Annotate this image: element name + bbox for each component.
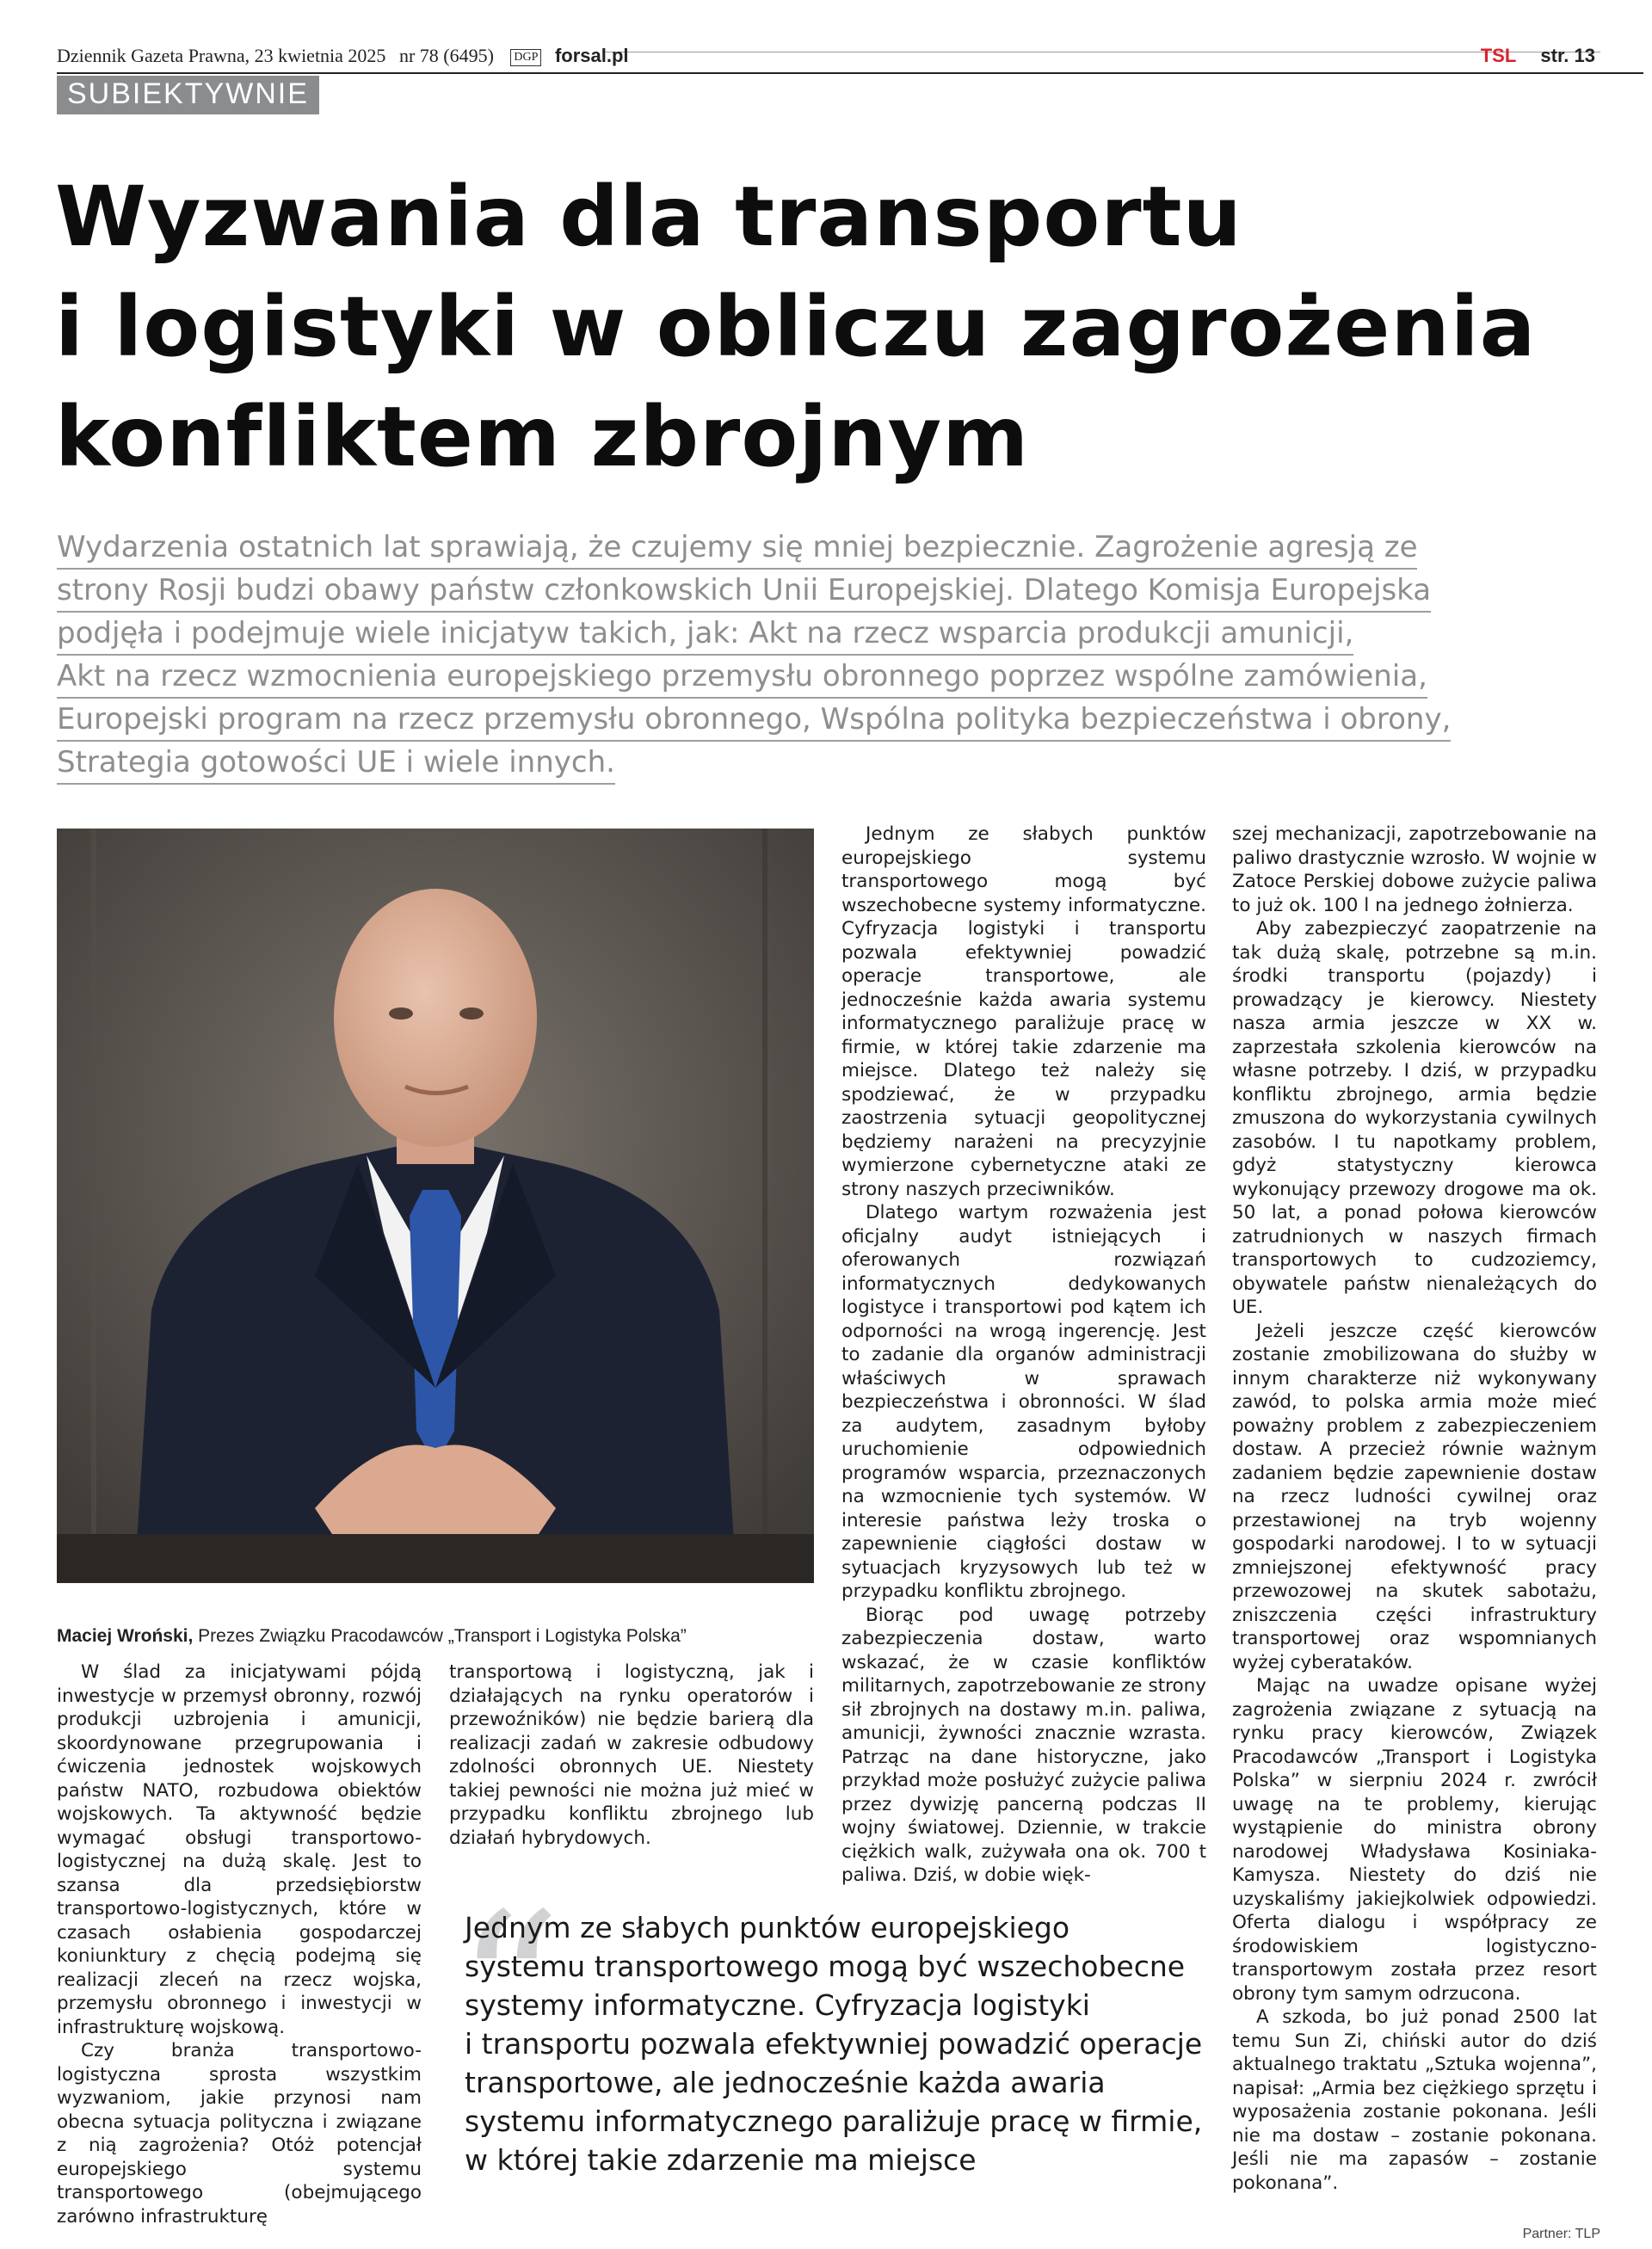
article-column-2: [449, 1661, 814, 1850]
title-line: Wyzwania dla transportu: [55, 169, 1242, 265]
paper-name: Dziennik Gazeta Prawna, 23 kwietnia 2025: [57, 45, 386, 66]
article-lead: [57, 527, 1597, 785]
paragraph: Aby zabezpieczyć zaopatrzenie na tak dużą skalę, potrzebne są m.in. środki transportu (pojazdy) i prowadzący je kierowcy. Niestety nasza armia jeszcze w XX w. zaprzestała szkolenia kierowców na własne potrzeby. I dziś, w przypadku konfliktu zbrojnego, armia będzie zmuszona do wykorzystania cywilnych zasobów. I tu napotkamy problem, gdyż statystyczny kierowca wykonujący przewozy drogowe ma ok. 50 lat, a ponad połowa kierowców zatrudnionych w naszych firmach transportowych to cudzoziemcy, obywatele państw nienależących do UE.: [1232, 918, 1597, 1318]
paragraph: Biorąc pod uwagę potrzeby zabezpieczenia dostaw, warto wskazać, że w czasie konfliktów militarnych, zapotrzebowanie ze strony sił zbrojnych na dostawy m.in. paliwa, amunicji, żywności znacznie wzrasta. Patrząc na dane historyczne, jako przykład może posłużyć zużycie paliwa przez dywizję pancerną podczas II wojny światowej. Dziennie, w trakcie ciężkich walk, zużywała ona ok. 700 t paliwa. Dziś, w dobie więk-: [841, 1604, 1206, 1886]
paragraph: Mając na uwadze opisane wyżej zagrożenia związane z sytuacją na rynku pracy kierowców, Związek Pracodawców „Transport i Logistyka Polska” w sierpniu 2024 r. zwrócił uwagę na te problemy, kierując wystąpienie do ministra obrony narodowej Władysława Kosiniaka-Kamysza. Niestety do dziś nie uzyskaliśmy jakiejkolwiek odpowiedzi. Oferta dialogu i współpracy ze środowiskiem logistyczno-transportowym została przez resort obrony tym samym odrzucona.: [1232, 1675, 1597, 2005]
partner-credit: Partner: TLP: [1522, 2227, 1600, 2241]
quote-line: systemu transportowego mogą być wszechobecne: [465, 1950, 1186, 1983]
lead-line: Strategia gotowości UE i wiele innych.: [57, 742, 615, 785]
title-line: konfliktem zbrojnym: [55, 389, 1030, 485]
caption-role: Prezes Związku Pracodawców „Transport i Logistyka Polska”: [193, 1626, 687, 1646]
section-label: TSL: [1480, 45, 1517, 66]
article-title: [55, 162, 1604, 492]
article-column-1: [57, 1661, 422, 2228]
header-right: [1481, 45, 1595, 67]
quote-line: Jednym ze słabych punktów europejskiego: [465, 1911, 1070, 1944]
paragraph: Jeżeli jeszcze część kierowców zostanie zmobilizowana do służby w innym charakterze niż wykonywany zawód, to polska armia może mieć poważny problem z zabezpieczeniem dostaw. A przecież równie ważnym zadaniem będzie zapewnienie dostaw na rzecz ludności cywilnej oraz przestawionej na tryb wojenny gospodarki narodowej. I to w sytuacji zmniejszonej efektywność pracy przewozowej na skutek sabotażu, zniszczenia części infrastruktury transportowej oraz wspomnianych wyżej cyberataków.: [1232, 1320, 1597, 1673]
title-line: i logistyki w obliczu zagrożenia: [55, 279, 1537, 375]
article-column-4: [1232, 823, 1597, 2195]
quote-line: w której takie zdarzenie ma miejsce: [465, 2143, 977, 2177]
portrait-photo: [57, 829, 814, 1583]
photo-caption: [57, 1626, 814, 1647]
pull-quote: [465, 1908, 1239, 2179]
site-name: forsal.pl: [554, 45, 629, 66]
paragraph: transportową i logistyczną, jak i działających na rynku operatorów i przewoźników) nie będzie barierą dla realizacji zadań w zakresie odbudowy zdolności obronnych UE. Niestety takiej pewności nie można już mieć w przypadku konfliktu zbrojnego lub działań hybrydowych.: [449, 1661, 814, 1849]
quote-line: i transportu pozwala efektywniej powadzić operacje: [465, 2027, 1203, 2061]
quote-line: transportowe, ale jednocześnie każda awaria: [465, 2066, 1106, 2099]
issue-number: nr 78 (6495): [398, 45, 494, 66]
caption-name: Maciej Wroński,: [57, 1626, 194, 1646]
lead-line: Europejski program na rzecz przemysłu obronnego, Wspólna polityka bezpieczeństwa i obrony,: [57, 699, 1451, 742]
header-rule: [57, 72, 1643, 74]
paragraph: Dlatego wartym rozważenia jest oficjalny audyt istniejących i oferowanych rozwiązań informatycznych dedykowanych logistyce i transportowi pod kątem ich odporności na wrogą ingerencję. Jest to zadanie dla organów administracji właściwych w sprawach bezpieczeństwa i obronności. W ślad za audytem, zasadnym byłoby uruchomienie odpowiednich programów wsparcia, przeznaczonych na wzmocnienie tych systemów. W interesie państwa leży troska o zapewnienie ciągłości dostaw w sytuacjach kryzysowych lub też w przypadku konfliktu zbrojnego.: [841, 1202, 1206, 1602]
paragraph: Czy branża transportowo-logistyczna sprosta wszystkim wyzwaniom, jakie przynosi nam obecna sytuacja polityczna i związane z nią zagrożenia? Otóż potencjał europejskiego systemu transportowego (obejmującego zarówno infrastrukturę: [57, 2040, 422, 2227]
quote-mark-icon: “: [456, 1869, 562, 2110]
page-number: str. 13: [1540, 45, 1595, 66]
paragraph: W ślad za inicjatywami pójdą inwestycje w przemysł obronny, rozwój produkcji uzbrojenia i amunicji, skoordynowane przegrupowania i ćwiczenia jednostek wojskowych państw NATO, rozbudowa obiektów wojskowych. Ta aktywność będzie wymagać obsługi transportowo-logistycznej na dużą skalę. Jest to szansa dla przedsiębiorstw transportowo-logistycznych, które w czasach osłabienia gospodarczej koniunktury z chęcią podejmą się realizacji zleceń na rzecz wojska, przemysłu obronnego i inwestycji w infrastrukturę wojskową.: [57, 1661, 422, 2038]
lead-line: Akt na rzecz wzmocnienia europejskiego przemysłu obronnego poprzez wspólne zamówienia,: [57, 656, 1427, 699]
lead-line: podjęła i podejmuje wiele inicjatyw takich, jak: Akt na rzecz wsparcia produkcji amunicji,: [57, 613, 1353, 656]
rubric-tag: SUBIEKTYWNIE: [57, 76, 319, 114]
paragraph: szej mechanizacji, zapotrzebowanie na paliwo drastycznie wzrosło. W wojnie w Zatoce Perskiej dobowe zużycie paliwa to już ok. 100 l na jednego żołnierza.: [1232, 823, 1597, 916]
lead-line: Wydarzenia ostatnich lat sprawiają, że czujemy się mniej bezpiecznie. Zagrożenie agresją ze: [57, 527, 1417, 570]
page-header: [57, 45, 1595, 74]
article-column-3: [841, 823, 1206, 1888]
dgp-logo: DGP: [510, 49, 541, 66]
paragraph: Jednym ze słabych punktów europejskiego systemu transportowego mogą być wszechobecne systemy informatyczne. Cyfryzacja logistyki i transportu pozwala efektywniej powadzić operacje transportowe, ale jednocześnie każda awaria systemu informatycznego paraliżuje pracę w firmie, w której takie zdarzenie ma miejsce. Dlatego też należy się spodziewać, że w przypadku zaostrzenia sytuacji geopolitycznej będziemy narażeni na precyzyjnie wymierzone cybernetyczne ataki ze strony naszych przeciwników.: [841, 823, 1206, 1200]
header-left: [57, 45, 629, 67]
lead-line: strony Rosji budzi obawy państw członkowskich Unii Europejskiej. Dlatego Komisja Europejska: [57, 570, 1431, 613]
portrait-illustration: [57, 829, 814, 1583]
quote-line: systemu informatycznego paraliżuje pracę w firmie,: [465, 2104, 1203, 2138]
quote-line: systemy informatyczne. Cyfryzacja logistyki: [465, 1988, 1090, 2022]
paragraph: A szkoda, bo już ponad 2500 lat temu Sun Zi, chiński autor do dziś aktualnego traktatu „Sztuka wojenna”, napisał: „Armia bez ciężkiego sprzętu i wyposażenia zostanie pokonana. Jeśli nie ma dostaw – zostanie pokonana. Jeśli nie ma zapasów – zostanie pokonana”.: [1232, 2006, 1597, 2194]
